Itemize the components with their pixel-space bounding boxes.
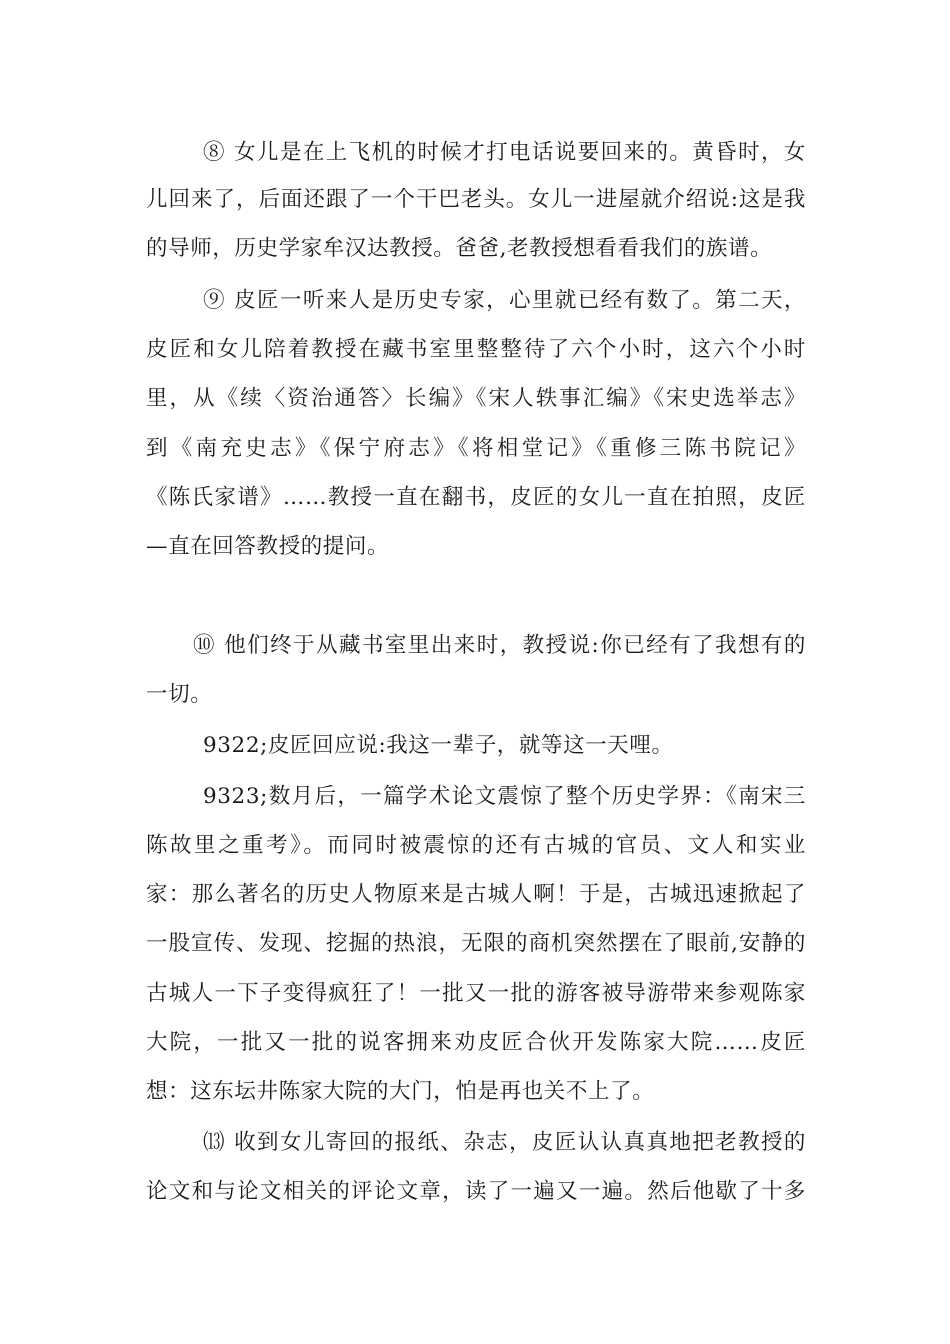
text-line: 儿回来了，后面还跟了一个干巴老头。女儿一进屋就介绍说:这是我 — [146, 187, 806, 212]
text-line: 论文和与论文相关的评论文章，读了一遍又一遍。然后他歇了十多 — [146, 1179, 806, 1204]
text-line: 的导师，历史学家牟汉达教授。爸爸,老教授想看看我们的族谱。 — [146, 236, 773, 261]
text-line: 9322;皮匠回应说:我这一辈子，就等这一天哩。 — [203, 733, 674, 758]
text-line: ⑩ 他们终于从藏书室里出来时，教授说:你已经有了我想有的 — [193, 633, 806, 658]
text-line: 到《南充史志》《保宁府志》《将相堂记》《重修三陈书院记》 — [146, 436, 806, 461]
text-line: ⑧ 女儿是在上飞机的时候才打电话说要回来的。黄昏时，女 — [203, 140, 806, 165]
text-line: 《陈氏家谱》……教授一直在翻书，皮匠的女儿一直在拍照，皮匠 — [146, 485, 806, 510]
text-line: 家：那么著名的历史人物原来是古城人啊！于是，古城迅速掀起了 — [146, 882, 806, 907]
text-line: 古城人一下子变得疯狂了！一批又一批的游客被导游带来参观陈家 — [146, 981, 806, 1006]
text-line: 陈故里之重考》。而同时被震惊的还有古城的官员、文人和实业 — [146, 833, 806, 858]
text-line: 9323;数月后，一篇学术论文震惊了整个历史学界：《南宋三 — [203, 784, 806, 809]
text-line: 大院，一批又一批的说客拥来劝皮匠合伙开发陈家大院……皮匠 — [146, 1030, 806, 1055]
text-line: ⑨ 皮匠一听来人是历史专家，心里就已经有数了。第二天， — [203, 288, 806, 313]
text-line: 一切。 — [146, 682, 213, 707]
text-line: 一股宣传、发现、挖掘的热浪，无限的商机突然摆在了眼前,安静的 — [146, 931, 806, 956]
text-line: 想：这东坛井陈家大院的大门，怕是再也关不上了。 — [146, 1079, 655, 1104]
text-line: 皮匠和女儿陪着教授在藏书室里整整待了六个小时，这六个小时 — [146, 337, 806, 362]
text-line: 里，从《续〈资治通答〉长编》《宋人轶事汇编》《宋史选举志》 — [146, 386, 806, 411]
text-line: ⒀ 收到女儿寄回的报纸、杂志，皮匠认认真真地把老教授的 — [203, 1130, 806, 1155]
text-line: —直在回答教授的提问。 — [146, 534, 390, 559]
